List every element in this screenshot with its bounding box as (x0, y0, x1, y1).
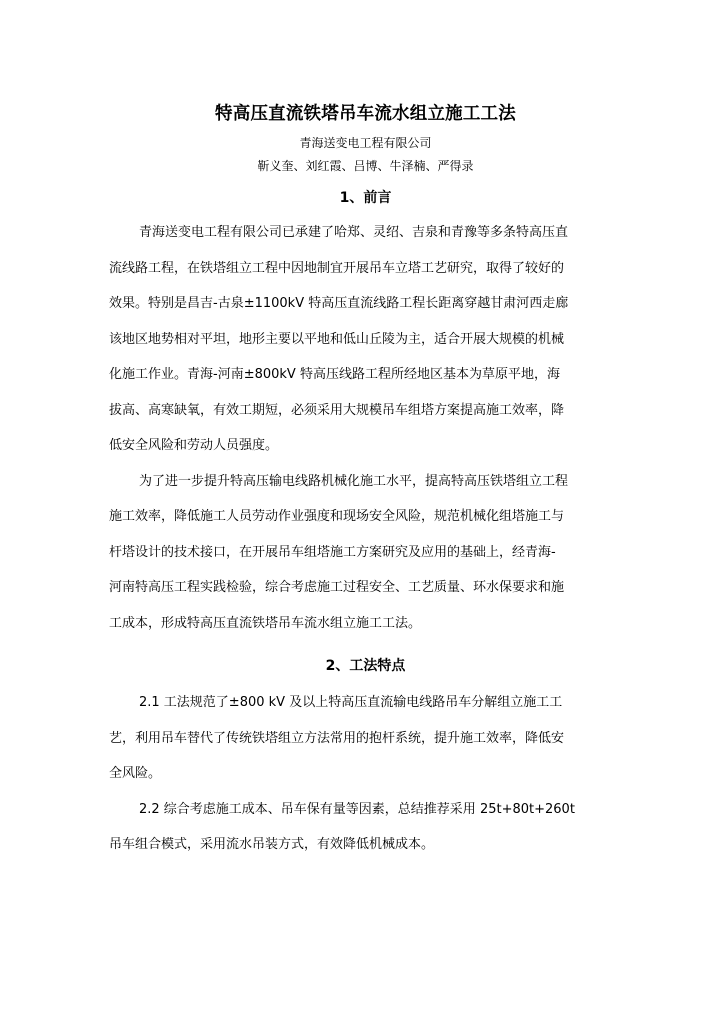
paragraph-line: 该地区地势相对平坦，地形主要以平地和低山丘陵为主，适合开展大规模的机械 (109, 331, 565, 347)
document-title: 特高压直流铁塔吊车流水组立施工工法 (215, 104, 516, 124)
paragraph-line: 工成本，形成特高压直流铁塔吊车流水组立施工工法。 (109, 615, 422, 631)
paragraph-line: 全风险。 (109, 766, 162, 781)
paragraph-feature-2-1 (109, 685, 622, 792)
paragraph-introduction-2 (109, 464, 622, 642)
paragraph-line: 施工效率，降低施工人员劳动作业强度和现场安全风险，规范机械化组塔施工与 (109, 509, 565, 524)
paragraph-line: 吊车组合模式，采用流水吊装方式，有效降低机械成本。 (109, 837, 435, 852)
paragraph-line: 河南特高压工程实践检验，综合考虑施工过程安全、工艺质量、环水保要求和施 (109, 580, 565, 595)
paragraph-introduction-1 (109, 215, 622, 464)
author-list: 靳义奎、刘红霞、吕博、牛泽楠、严得录 (257, 159, 474, 173)
paragraph-line: 化施工作业。青海-河南±800kV 特高压线路工程所经地区基本为草原平地，海 (109, 367, 560, 382)
organization: 青海送变电工程有限公司 (299, 136, 432, 150)
paragraph-line: 2.2 综合考虑施工成本、吊车保有量等因素，总结推荐采用 25t+80t+260t (139, 801, 575, 817)
paragraph-line: 艺，利用吊车替代了传统铁塔组立方法常用的抱杆系统，提升施工效率，降低安 (109, 730, 565, 746)
paragraph-line: 流线路工程，在铁塔组立工程中因地制宜开展吊车立塔工艺研究，取得了较好的 (109, 260, 565, 276)
paragraph-line: 拔高、高寒缺氧，有效工期短，必须采用大规模吊车组塔方案提高施工效率，降 (109, 402, 565, 418)
paragraph-line: 2.1 工法规范了±800 kV 及以上特高压直流输电线路吊车分解组立施工工 (139, 695, 563, 710)
paragraph-line: 杆塔设计的技术接口，在开展吊车组塔施工方案研究及应用的基础上，经青海- (109, 544, 556, 560)
section-heading-introduction: 1、前言 (339, 190, 392, 206)
paragraph-line: 青海送变电工程有限公司已承建了哈郑、灵绍、吉泉和青豫等多条特高压直 (139, 225, 569, 240)
paragraph-feature-2-2 (109, 792, 622, 863)
section-heading-features: 2、工法特点 (325, 658, 406, 674)
paragraph-line: 效果。特别是昌吉-古泉±1100kV 特高压直流线路工程长距离穿越甘肃河西走廊 (109, 296, 569, 311)
paragraph-line: 低安全风险和劳动人员强度。 (109, 438, 279, 453)
paragraph-line: 为了进一步提升特高压输电线路机械化施工水平，提高特高压铁塔组立工程 (139, 473, 569, 489)
